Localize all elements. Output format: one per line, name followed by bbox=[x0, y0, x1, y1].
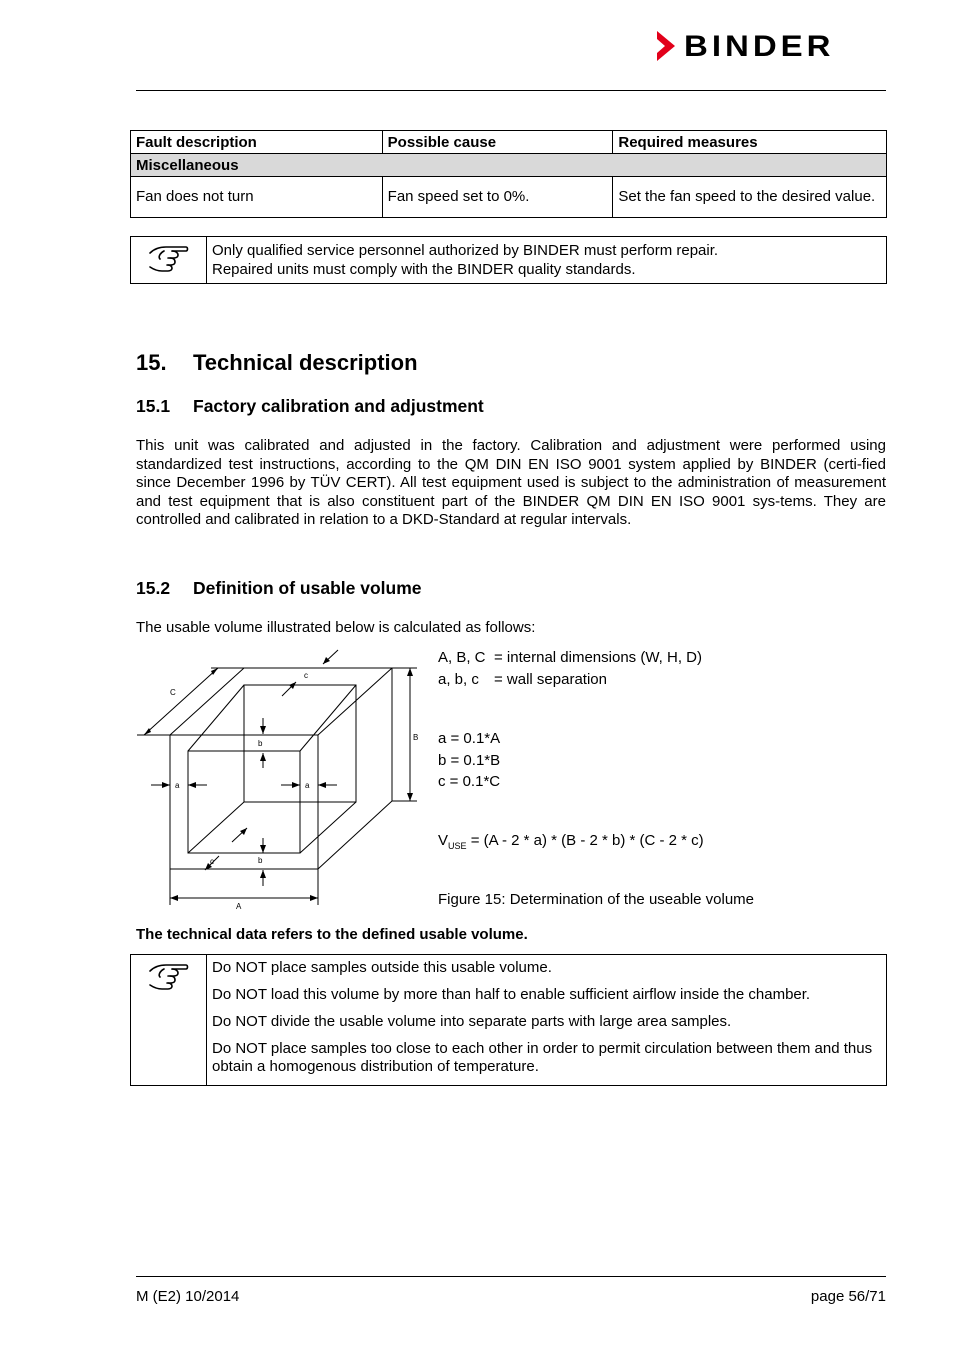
cell-cause: Fan speed set to 0%. bbox=[382, 177, 613, 218]
diagram-label-B: B bbox=[413, 733, 419, 742]
volume-intro: The usable volume illustrated below is calculated as follows: bbox=[136, 619, 536, 636]
formula-c: c = 0.1*C bbox=[438, 773, 501, 790]
diagram-label-a: a bbox=[175, 781, 180, 790]
col-header-measures: Required measures bbox=[613, 131, 887, 154]
vuse-symbol: V bbox=[438, 832, 449, 849]
note-line: Do NOT divide the usable volume into separate parts with large area samples. bbox=[212, 1013, 732, 1030]
section-number: 15. bbox=[136, 350, 167, 375]
diagram-label-a: a bbox=[305, 781, 310, 790]
table-group-row: Miscellaneous bbox=[131, 154, 887, 177]
binder-logo bbox=[654, 28, 835, 64]
diagram-label-c: c bbox=[210, 857, 214, 866]
vuse-expression: = (A - 2 * a) * (B - 2 * b) * (C - 2 * c) bbox=[466, 832, 704, 849]
header-rule bbox=[136, 90, 886, 91]
formula-b: b = 0.1*B bbox=[438, 751, 501, 769]
subsection-number: 15.1 bbox=[136, 396, 171, 416]
binder-logo-text: BINDER bbox=[684, 28, 835, 63]
diagram-label-C: C bbox=[170, 688, 176, 697]
note-line: Only qualified service personnel authorized by BINDER must perform repair. bbox=[212, 242, 719, 259]
footer-rule bbox=[136, 1276, 886, 1277]
col-header-fault: Fault description bbox=[131, 131, 383, 154]
diagram-label-A: A bbox=[236, 902, 242, 911]
footer-page-number: page 56/71 bbox=[810, 1288, 886, 1305]
subsection-title-text: Factory calibration and adjustment bbox=[193, 396, 484, 416]
subsection-title-calibration bbox=[136, 396, 484, 417]
formula-a: a = 0.1*A bbox=[438, 730, 501, 747]
footer-doc-id: M (E2) 10/2014 bbox=[136, 1288, 240, 1305]
section-title bbox=[136, 350, 418, 376]
diagram-label-b: b bbox=[258, 739, 263, 748]
dimension-legend bbox=[438, 647, 702, 690]
subsection-title-volume bbox=[136, 578, 422, 599]
wall-formulas bbox=[438, 728, 500, 793]
vuse-formula bbox=[438, 830, 704, 858]
technical-data-note: The technical data refers to the defined usable volume. bbox=[136, 926, 528, 943]
legend-value: = wall separation bbox=[494, 670, 607, 688]
section-title-text: Technical description bbox=[193, 350, 418, 375]
repair-note bbox=[130, 236, 887, 284]
note-line: Do NOT place samples outside this usable volume. bbox=[212, 959, 552, 976]
legend-key: A, B, C bbox=[438, 649, 486, 666]
usable-volume-diagram bbox=[137, 648, 427, 913]
subsection-title-text: Definition of usable volume bbox=[193, 578, 422, 598]
table-row bbox=[131, 177, 887, 218]
cell-fault: Fan does not turn bbox=[131, 177, 383, 218]
subsection-number: 15.2 bbox=[136, 578, 171, 598]
note-line: Repaired units must comply with the BINDER quality standards. bbox=[212, 261, 636, 278]
vuse-subscript: USE bbox=[448, 841, 467, 851]
binder-logo-mark bbox=[654, 28, 678, 64]
note-line: Do NOT load this volume by more than half to enable sufficient airflow inside the chamber. bbox=[212, 986, 811, 1003]
pointing-hand-icon bbox=[131, 237, 207, 283]
col-header-cause: Possible cause bbox=[382, 131, 613, 154]
legend-key: a, b, c bbox=[438, 670, 479, 688]
cell-measure: Set the fan speed to the desired value. bbox=[613, 177, 887, 218]
pointing-hand-icon bbox=[131, 955, 207, 1085]
diagram-label-b: b bbox=[258, 856, 263, 865]
figure-caption: Figure 15: Determination of the useable volume bbox=[438, 891, 755, 908]
usage-note bbox=[130, 954, 887, 1086]
calibration-paragraph: This unit was calibrated and adjusted in the factory. Calibration and adjustment were performed using standardized test instructions, according to the QM DIN EN ISO 9001 system applied by BINDER (certi-fied since December 1996 by TÜV CERT). All test equipment used is subject to the administration of measurement and test equipment that is also constituent part of the BINDER QM DIN EN ISO 9001 sys-tems. They are controlled and calibrated in relation to a DKD-Standard at regular intervals. bbox=[136, 437, 886, 528]
diagram-label-c: c bbox=[304, 671, 308, 680]
legend-value: = internal dimensions (W, H, D) bbox=[494, 649, 702, 666]
fault-table bbox=[130, 130, 887, 218]
note-line: Do NOT place samples too close to each other in order to permit circulation between them and thus obtain a homogenous distribution of temperature. bbox=[212, 1040, 873, 1075]
